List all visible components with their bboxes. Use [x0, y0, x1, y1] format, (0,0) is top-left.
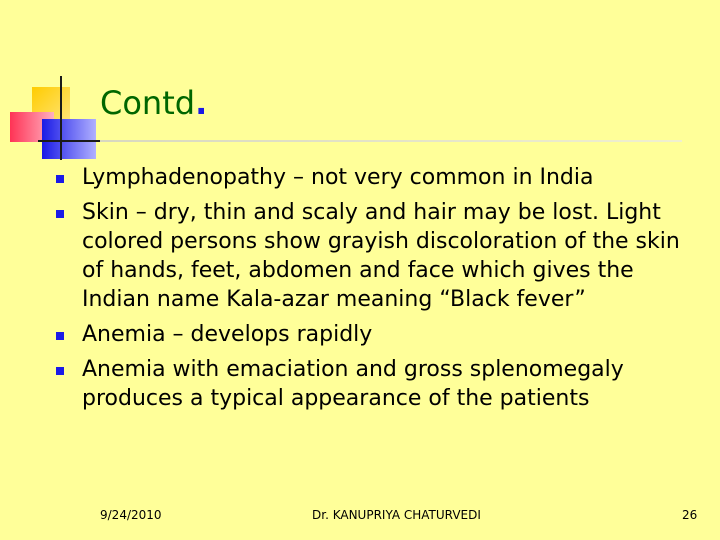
bullet-item [56, 320, 696, 349]
horizontal-line-dark [38, 140, 100, 142]
title-dot: . [195, 84, 208, 122]
bullet-text: Anemia – develops rapidly [82, 322, 373, 347]
bullet-square-icon [56, 210, 64, 218]
bullet-square-icon [56, 367, 64, 375]
bullet-text: Anemia with emaciation and gross splenomegaly produces a typical appearance of the patients [82, 357, 624, 411]
slide-title [100, 84, 207, 122]
bullet-text: Skin – dry, thin and scaly and hair may be lost. Light colored persons show grayish discoloration of the skin of hands, feet, abdomen and face which gives the Indian name Kala-azar meaning “Black fever” [82, 200, 680, 312]
bullet-list [56, 163, 696, 419]
vertical-line [60, 76, 62, 160]
footer-date: 9/24/2010 [100, 508, 162, 522]
blue-square [42, 119, 96, 159]
footer-author: Dr. KANUPRIYA CHATURVEDI [312, 508, 481, 522]
bullet-item [56, 355, 696, 413]
bullet-text: Lymphadenopathy – not very common in India [82, 165, 594, 190]
decorative-squares-logo [0, 0, 110, 170]
bullet-item [56, 163, 696, 192]
bullet-square-icon [56, 175, 64, 183]
bullet-square-icon [56, 332, 64, 340]
title-underline [100, 140, 682, 142]
footer-page-number: 26 [682, 508, 698, 522]
bullet-item [56, 198, 696, 314]
title-text: Contd [100, 84, 196, 122]
